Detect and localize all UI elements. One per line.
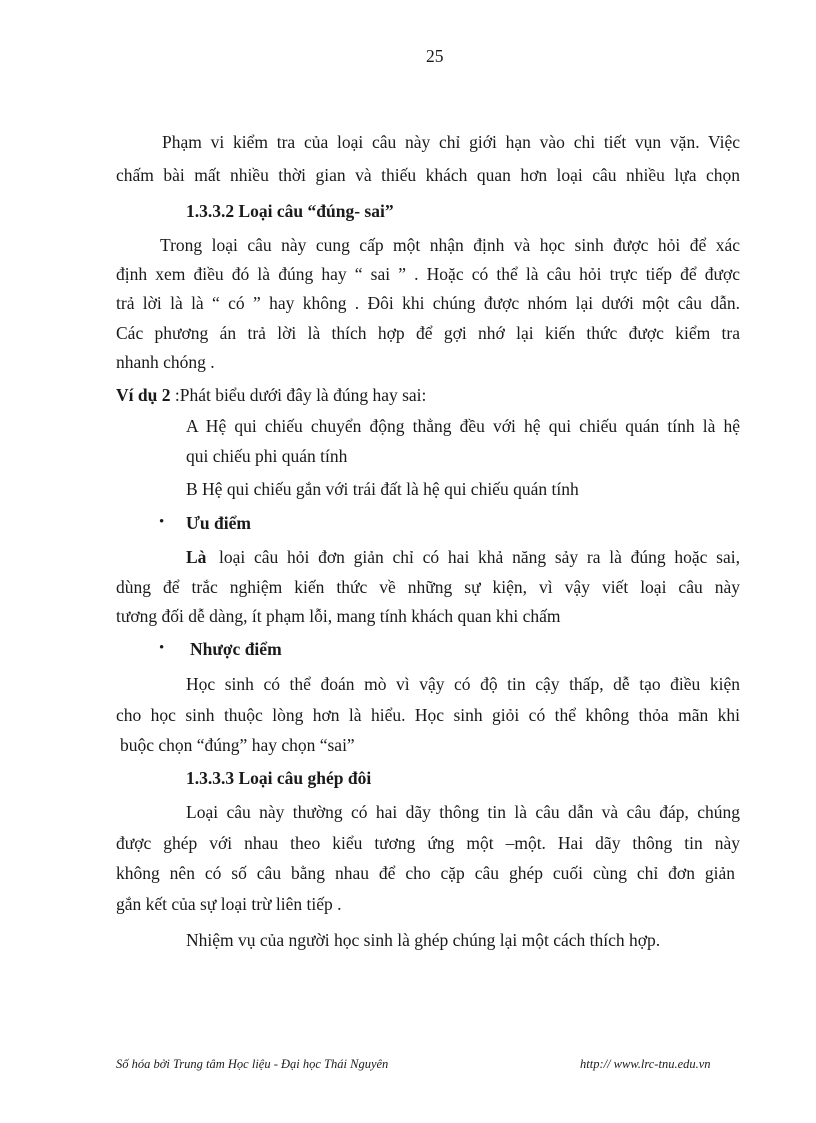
paragraph-line: cho học sinh thuộc lòng hơn là hiểu. Học sinh giỏi có thể không thỏa mãn khi bbox=[116, 705, 740, 725]
paragraph-line: Loại câu này thường có hai dãy thông tin là câu dẫn và câu đáp, chúng bbox=[186, 802, 740, 822]
paragraph-line: được ghép với nhau theo kiểu tương ứng một –một. Hai dãy thông tin này bbox=[116, 833, 740, 853]
advantages-lead: Là bbox=[186, 547, 207, 567]
section-heading: 1.3.3.2 Loại câu “đúng- sai” bbox=[186, 201, 394, 221]
option-a-line: qui chiếu phi quán tính bbox=[186, 446, 348, 466]
paragraph-line: chấm bài mất nhiều thời gian và thiếu khách quan hơn loại câu nhiều lựa chọn bbox=[116, 165, 740, 185]
footer-url[interactable]: http:// www.lrc-tnu.edu.vn bbox=[580, 1057, 711, 1071]
paragraph-line: Nhiệm vụ của người học sinh là ghép chúng lại một cách thích hợp. bbox=[186, 930, 661, 950]
page-number: 25 bbox=[426, 46, 444, 66]
paragraph-line: Phạm vi kiểm tra của loại câu này chỉ giới hạn vào chi tiết vụn vặn. Việc bbox=[162, 132, 740, 152]
option-b-line: B Hệ qui chiếu gắn với trái đất là hệ qui chiếu quán tính bbox=[186, 479, 579, 499]
paragraph-line: gắn kết của sự loại trừ liên tiếp . bbox=[116, 894, 342, 914]
paragraph-line bbox=[186, 546, 740, 568]
paragraph-line: định xem điều đó là đúng hay “ sai ” . Hoặc có thể là câu hỏi trực tiếp để được bbox=[116, 264, 740, 284]
bullet-icon: • bbox=[159, 640, 165, 656]
paragraph-line: dùng để trắc nghiệm kiến thức về những sự kiện, vì vậy viết loại câu này bbox=[116, 577, 740, 597]
option-a-line: A Hệ qui chiếu chuyển động thẳng đều với hệ qui chiếu quán tính là hệ bbox=[186, 416, 740, 436]
paragraph-line: buộc chọn “đúng” hay chọn “sai” bbox=[120, 735, 355, 755]
example-label: Ví dụ 2 bbox=[116, 385, 171, 405]
footer-source: Số hóa bởi Trung tâm Học liệu - Đại học Thái Nguyên bbox=[116, 1057, 389, 1071]
paragraph-line: không nên có số câu bằng nhau để cho cặp câu ghép cuối cùng chỉ đơn giản bbox=[116, 863, 735, 883]
paragraph-line: Các phương án trả lời là thích hợp để gợi nhớ lại kiến thức được kiểm tra bbox=[116, 323, 740, 343]
paragraph-line: nhanh chóng . bbox=[116, 352, 215, 372]
paragraph-line: Trong loại câu này cung cấp một nhận định và học sinh được hỏi để xác bbox=[160, 235, 740, 255]
bullet-icon: • bbox=[159, 514, 165, 530]
advantages-heading: Ưu điểm bbox=[186, 513, 251, 533]
paragraph-line: trả lời là là “ có ” hay không . Đôi khi chúng được nhóm lại dưới một câu dẫn. bbox=[116, 293, 740, 313]
disadvantages-heading: Nhược điểm bbox=[190, 639, 282, 659]
example-text: :Phát biểu dưới đây là đúng hay sai: bbox=[170, 385, 427, 405]
paragraph-line: Học sinh có thể đoán mò vì vậy có độ tin cậy thấp, dễ tạo điều kiện bbox=[186, 674, 740, 694]
paragraph-line: tương đối dễ dàng, ít phạm lỗi, mang tính khách quan khi chấm bbox=[116, 606, 561, 626]
advantages-text: loại câu hỏi đơn giản chỉ có hai khả năng sảy ra là đúng hoặc sai, bbox=[219, 547, 740, 567]
section-heading: 1.3.3.3 Loại câu ghép đôi bbox=[186, 768, 372, 788]
example-line bbox=[116, 384, 426, 406]
